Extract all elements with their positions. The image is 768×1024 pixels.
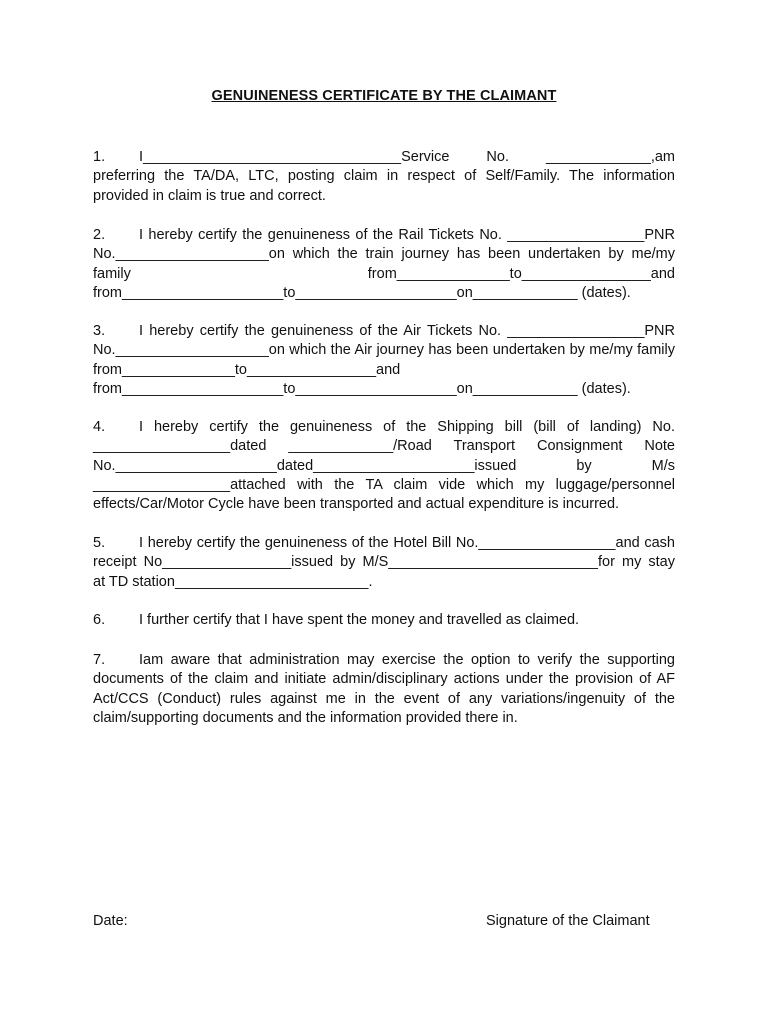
paragraph-text: I________________________________Service No. _____________,am preferring the TA/DA, LTC, posting claim in respect of Self/Family. The information provided in claim is true and correct. [93, 149, 675, 204]
paragraph-number: 3. [93, 323, 106, 339]
paragraph-text: I hereby certify the genuineness of the Shipping bill (bill of landing) No. _________________dated _____________/Road Transport Consignment Note No.____________________dated____________________issued by M/s _________________attached with the TA claim vide which my luggage/personnel effects/Car/Motor Cycle have been transported and actual expenditure is incurred. [93, 419, 675, 513]
date-label: Date: [93, 913, 128, 929]
paragraph-text: Iam aware that administration may exercise the option to verify the supporting documents of the claim and initiate admin/disciplinary actions under the provision of AF Act/CCS (Conduct) rules against me in the event of any variations/ingenuity of the claim/supporting documents and the information provided there in. [93, 652, 675, 726]
paragraph-text: I hereby certify the genuineness of the Hotel Bill No._________________and cash receipt No________________issued by M/S__________________________for my stay at TD station________________________. [93, 535, 675, 590]
paragraph-number: 5. [93, 535, 106, 551]
paragraph-number: 4. [93, 419, 106, 435]
paragraph-7 [93, 651, 675, 728]
paragraph-6 [93, 611, 675, 630]
paragraph-1 [93, 148, 675, 206]
paragraph-number: 1. [93, 149, 106, 165]
paragraph-number: 6. [93, 612, 106, 628]
paragraph-2 [93, 226, 675, 303]
paragraph-3 [93, 322, 675, 399]
signature-label: Signature of the Claimant [486, 913, 650, 929]
document-title: GENUINENESS CERTIFICATE BY THE CLAIMANT [211, 88, 557, 104]
paragraph-4 [93, 418, 675, 514]
paragraph-text: I hereby certify the genuineness of the Rail Tickets No. _________________PNR No.___________________on which the train journey has been undertaken by me/my family from______________to________________and from____________________to____________________on_____________ (dates). [93, 227, 675, 301]
paragraph-number: 7. [93, 652, 106, 668]
paragraph-5 [93, 534, 675, 592]
paragraph-text: I hereby certify the genuineness of the Air Tickets No. _________________PNR No.___________________on which the Air journey has been undertaken by me/my family from______________to________________and from____________________to____________________on_____________ (dates). [93, 323, 675, 397]
paragraph-number: 2. [93, 227, 106, 243]
paragraph-text: I further certify that I have spent the money and travelled as claimed. [139, 612, 580, 628]
